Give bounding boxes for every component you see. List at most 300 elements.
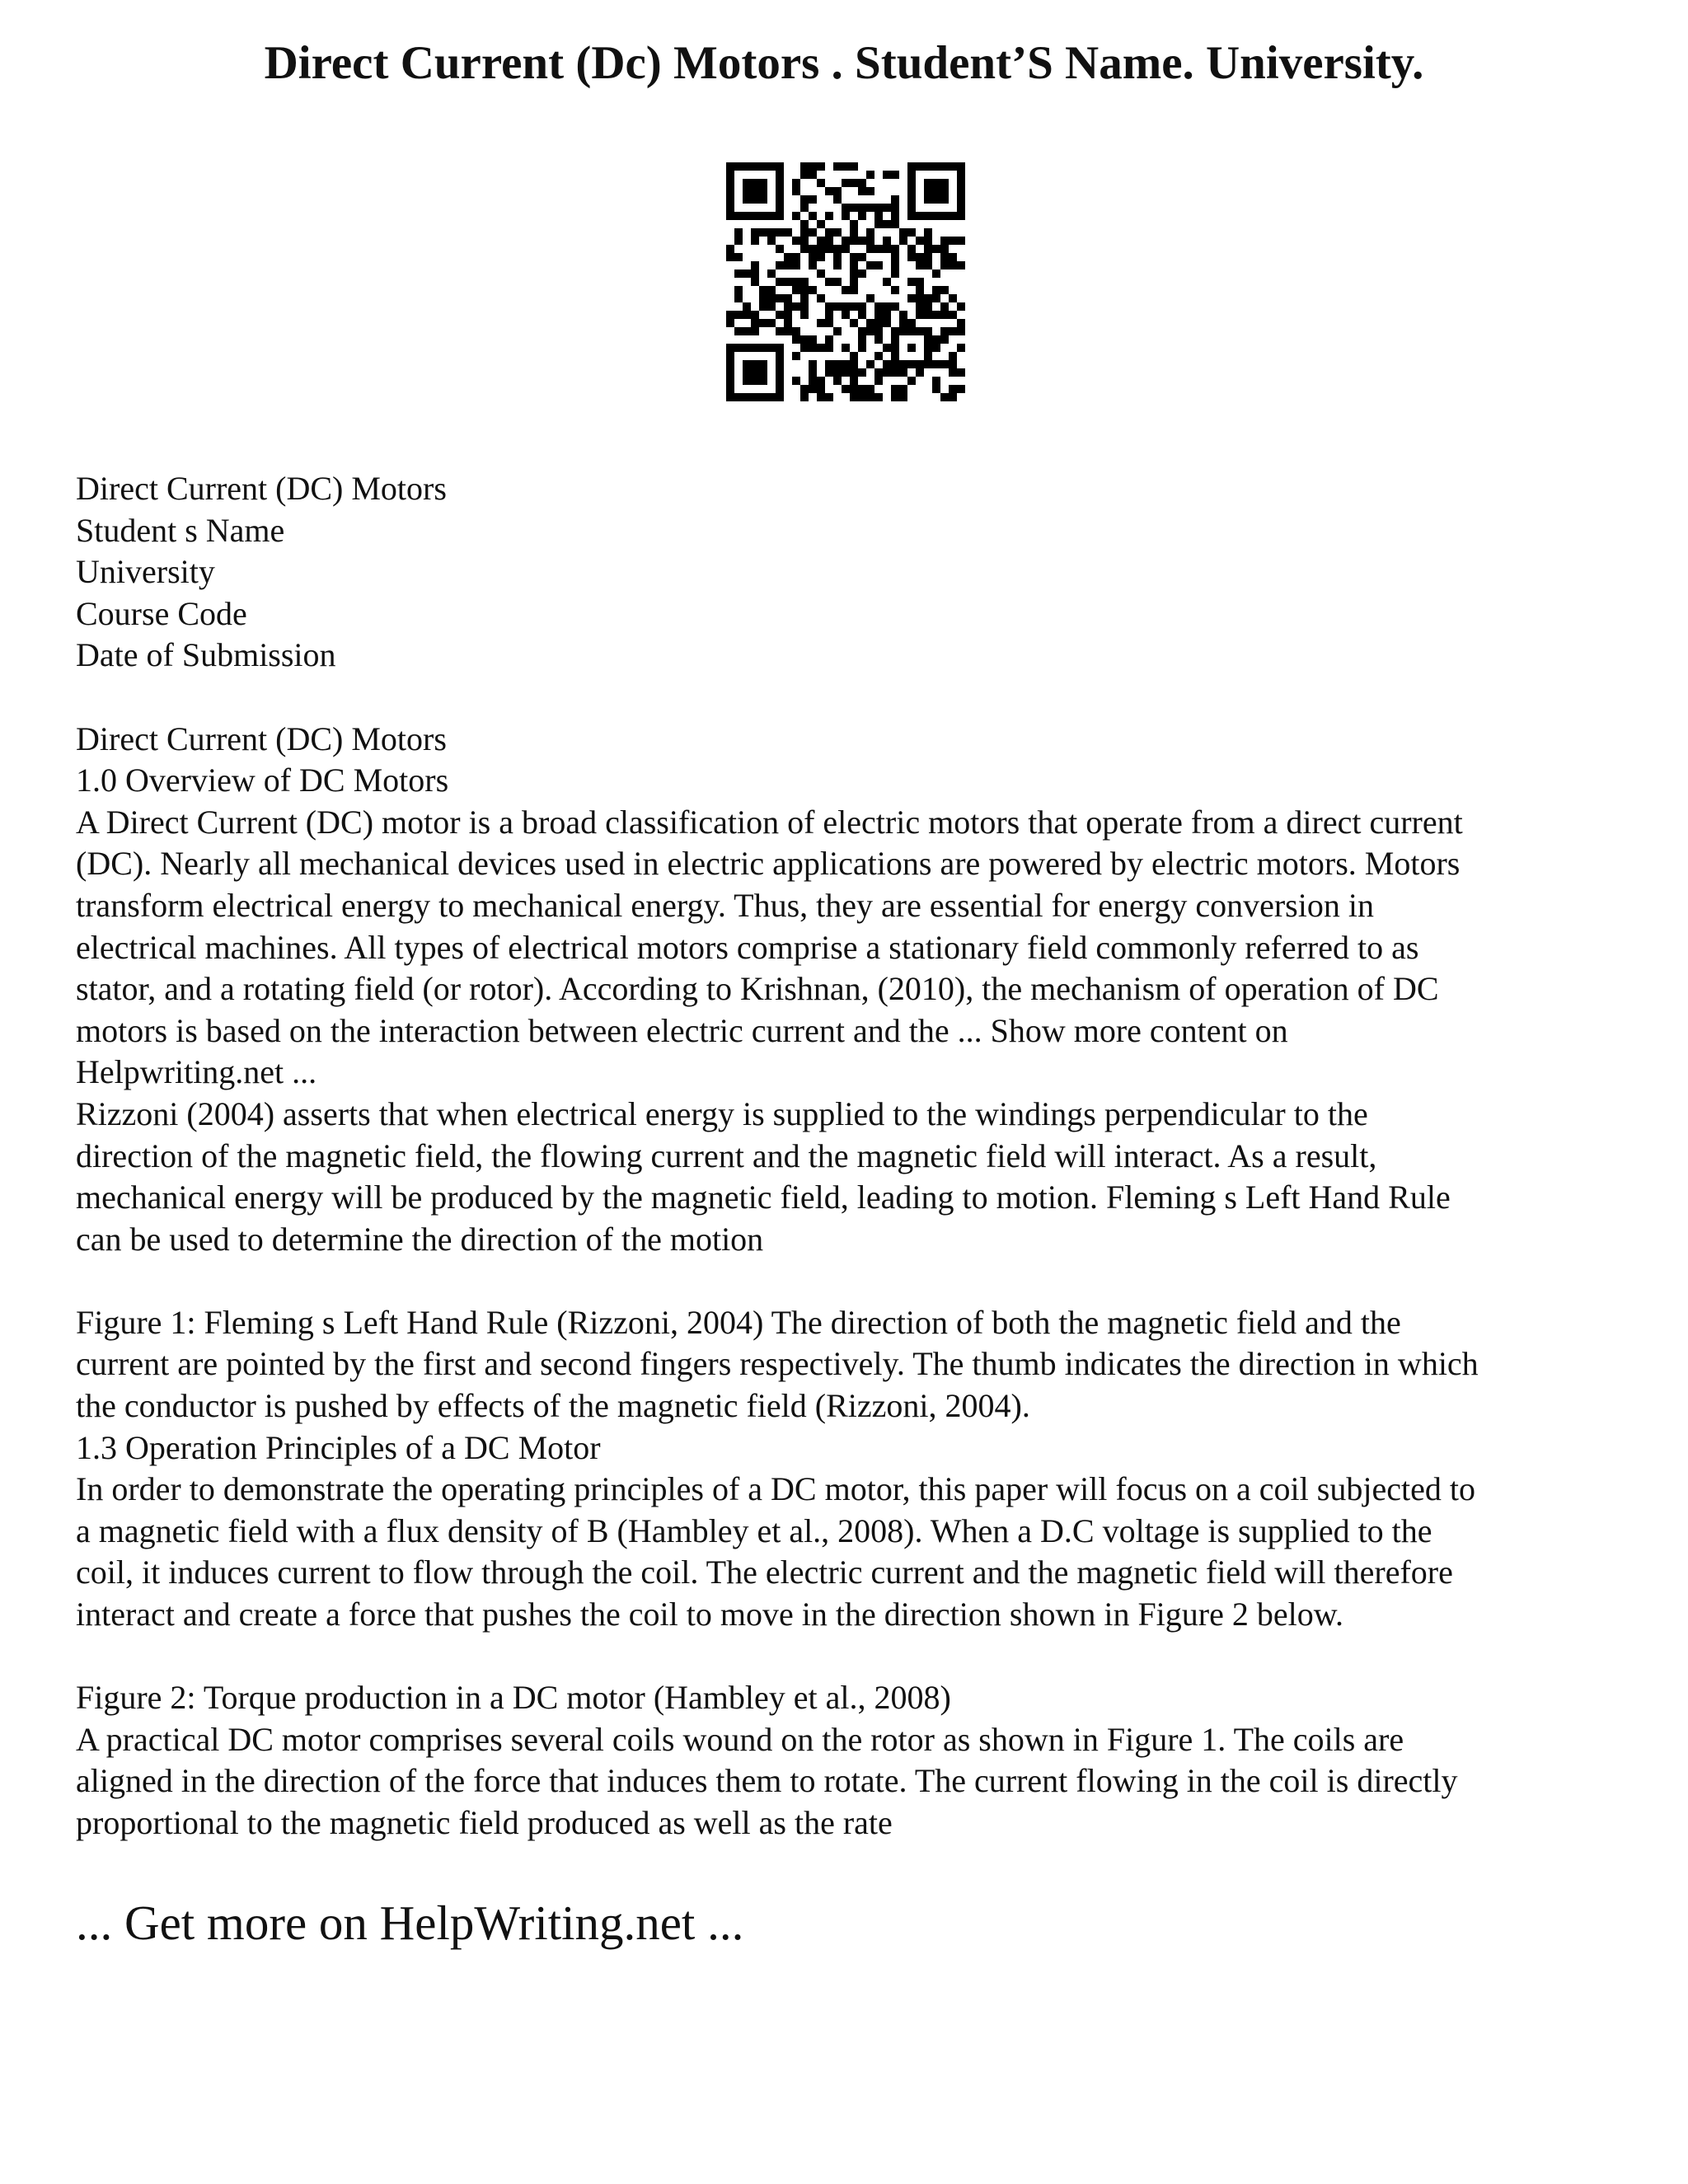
qr-module [883,311,891,319]
qr-module [957,261,965,269]
overview-heading: 1.0 Overview of DC Motors [76,762,449,799]
rizzoni-line: mechanical energy will be produced by the magnetic field, leading to motion. Fleming s Left Hand Rule [76,1179,1451,1216]
qr-module [932,294,940,302]
qr-module [792,212,800,220]
qr-module [858,344,866,352]
qr-module [809,261,817,269]
figure1-caption-line: Figure 1: Fleming s Left Hand Rule (Rizzoni, 2004) The direction of both the magnetic field and the [76,1303,1401,1341]
qr-module [891,212,899,220]
qr-module [949,294,957,302]
qr-module [858,302,866,311]
qr-module [767,294,776,302]
qr-module [817,344,825,352]
qr-module [891,302,899,311]
paragraph-gap [76,677,1625,719]
qr-module [809,162,817,171]
header-university-line: University [76,553,215,591]
qr-module [957,237,965,245]
qr-module [792,377,800,385]
qr-module [800,195,809,204]
qr-module [825,360,833,368]
qr-module [874,204,883,212]
qr-module [883,204,891,212]
qr-module [825,278,833,286]
qr-module [759,286,767,294]
qr-module [940,245,949,253]
qr-module [800,335,809,344]
qr-module [907,377,916,385]
qr-module [800,393,809,401]
practical-line: proportional to the magnetic field produced as well as the rate [76,1804,893,1841]
qr-module [874,319,883,327]
qr-module [833,302,842,311]
qr-module [874,245,883,253]
qr-module [891,286,899,294]
qr-module [940,253,949,261]
qr-module [940,302,949,311]
qr-module [800,278,809,286]
qr-module [883,302,891,311]
qr-module [833,327,842,335]
qr-module [776,278,784,286]
qr-module [767,269,776,278]
qr-module [809,171,817,179]
qr-module [940,335,949,344]
qr-module [825,237,833,245]
qr-module [817,220,825,228]
qr-module [866,319,874,327]
qr-module [924,294,932,302]
qr-module [924,261,932,269]
qr-module [825,245,833,253]
qr-module [850,302,858,311]
qr-module [784,294,792,302]
qr-module [759,228,767,237]
figure2-caption: Figure 2: Torque production in a DC motor (Hambley et al., 2008) [76,1679,951,1717]
qr-module [800,245,809,253]
qr-module [833,253,842,261]
qr-module [899,237,907,245]
qr-module [850,278,858,286]
qr-module [825,344,833,352]
qr-module [899,228,907,237]
qr-module [792,261,800,269]
practical-line: aligned in the direction of the force that induces them to rotate. The current flowing in the coil is directly [76,1762,1458,1800]
qr-module [907,319,916,327]
qr-module [949,237,957,245]
qr-module [751,269,759,278]
qr-module [940,311,949,319]
qr-module [817,237,825,245]
qr-module [940,360,949,368]
qr-module [825,302,833,311]
qr-module [916,294,924,302]
qr-module [874,212,883,220]
qr-module [800,220,809,228]
qr-module [858,393,866,401]
qr-module [858,311,866,319]
qr-module [874,352,883,360]
qr-module [734,286,743,294]
qr-module [924,245,932,253]
qr-module [866,393,874,401]
header-date-line: Date of Submission [76,636,336,674]
qr-module [751,278,759,286]
qr-module [800,171,809,179]
qr-module [809,228,817,237]
qr-module [866,360,874,368]
qr-module [767,228,776,237]
qr-module [874,261,883,269]
qr-module [883,368,891,377]
qr-module [792,327,800,335]
qr-module [874,220,883,228]
qr-module [858,327,866,335]
qr-module [932,269,940,278]
qr-module [792,335,800,344]
qr-module [891,171,899,179]
qr-module [932,385,940,393]
qr-module [833,195,842,204]
qr-module [850,237,858,245]
overview-line: (DC). Nearly all mechanical devices used in electric applications are powered by electric motors. Motors [76,845,1461,883]
qr-module [809,245,817,253]
qr-module [842,286,850,294]
qr-module [743,311,751,319]
qr-module [850,286,858,294]
qr-module [940,237,949,245]
qr-module [949,253,957,261]
qr-module [932,335,940,344]
qr-module [866,294,874,302]
qr-module [784,319,792,327]
qr-module [792,352,800,360]
qr-module [734,294,743,302]
qr-module [751,237,759,245]
qr-module [907,245,916,253]
qr-module [842,204,850,212]
qr-module [874,368,883,377]
qr-code [726,162,965,401]
operation-line: a magnetic field with a flux density of B (Hambley et al., 2008). When a D.C voltage is supplied to the [76,1511,1432,1549]
qr-module [858,179,866,187]
qr-module [800,162,809,171]
qr-module [817,245,825,253]
qr-module [743,327,751,335]
qr-module [784,228,792,237]
qr-module [957,319,965,327]
qr-module [759,294,767,302]
qr-module [932,311,940,319]
figure1-caption-line: the conductor is pushed by effects of the magnetic field (Rizzoni, 2004). [76,1387,1030,1425]
rizzoni-line: direction of the magnetic field, the flowing current and the magnetic field will interact. As a result, [76,1137,1377,1174]
qr-module [792,302,800,311]
qr-module [858,335,866,344]
qr-module [891,220,899,228]
qr-module [858,368,866,377]
qr-module [932,360,940,368]
qr-module [850,204,858,212]
qr-module [850,385,858,393]
qr-module [924,311,932,319]
qr-module [792,278,800,286]
qr-module [792,237,800,245]
qr-module [883,237,891,245]
qr-module [957,385,965,393]
qr-module [743,269,751,278]
qr-module [907,278,916,286]
qr-module [874,335,883,344]
figure1-caption-line: current are pointed by the first and second fingers respectively. The thumb indicates the direction in which [76,1345,1479,1383]
qr-module [891,204,899,212]
qr-module [817,319,825,327]
qr-module [825,212,833,220]
qr-module [759,319,767,327]
qr-module [850,352,858,360]
qr-module [800,237,809,245]
qr-module [850,220,858,228]
qr-module [916,302,924,311]
qr-module [792,179,800,187]
qr-module [850,261,858,269]
qr-module [932,286,940,294]
qr-module [891,245,899,253]
practical-line: A practical DC motor comprises several coils wound on the rotor as shown in Figure 1. The coils are [76,1720,1404,1758]
qr-module [940,286,949,294]
qr-module [891,385,899,393]
qr-module [949,261,957,269]
qr-module [916,311,924,319]
overview-line: Helpwriting.net ... [76,1053,317,1091]
document-title: Direct Current (Dc) Motors . Student’S Name. University. [264,37,1424,89]
qr-module [842,302,850,311]
qr-module [726,311,734,319]
qr-module [792,187,800,195]
qr-module [776,261,784,269]
qr-module [850,368,858,377]
qr-module [776,228,784,237]
qr-module [833,368,842,377]
qr-module [809,195,817,204]
qr-module [784,261,792,269]
rizzoni-line: can be used to determine the direction of the motion [76,1220,764,1258]
qr-module [817,269,825,278]
qr-module [949,360,957,368]
qr-module [784,278,792,286]
paragraph-gap [76,1260,1625,1302]
qr-module [833,187,842,195]
qr-module [751,319,759,327]
qr-module [916,253,924,261]
qr-module [842,212,850,220]
qr-module [825,187,833,195]
qr-module [940,327,949,335]
qr-module [916,368,924,377]
qr-module [866,228,874,237]
qr-module [833,377,842,385]
qr-module [858,212,866,220]
qr-module [842,237,850,245]
qr-module [734,253,743,261]
qr-module [949,311,957,319]
qr-module [809,253,817,261]
qr-module [800,228,809,237]
qr-module [883,319,891,327]
qr-module [850,253,858,261]
qr-module [957,368,965,377]
qr-module [874,393,883,401]
qr-module [957,327,965,335]
qr-module [842,385,850,393]
qr-module [957,344,965,352]
qr-module [891,368,899,377]
qr-module [924,228,932,237]
qr-module [734,228,743,237]
operation-line: In order to demonstrate the operating principles of a DC motor, this paper will focus on a coil subjected to [76,1470,1475,1508]
qr-module [916,237,924,245]
header-title-line: Direct Current (DC) Motors [76,470,447,507]
rizzoni-line: Rizzoni (2004) asserts that when electrical energy is supplied to the windings perpendicular to the [76,1094,1368,1132]
get-more-link[interactable]: ... Get more on HelpWriting.net ... [76,1896,744,1950]
qr-module [784,311,792,319]
qr-module [751,261,759,269]
qr-module [907,228,916,237]
qr-module [883,171,891,179]
qr-module [817,294,825,302]
operation-line: interact and create a force that pushes the coil to move in the direction shown in Figure 2 below. [76,1596,1344,1633]
qr-module [899,368,907,377]
qr-module [809,368,817,377]
qr-module [858,253,866,261]
qr-module [940,261,949,269]
qr-module [916,286,924,294]
qr-module [825,393,833,401]
qr-module [949,327,957,335]
qr-module [817,162,825,171]
qr-module [767,237,776,245]
qr-module [842,245,850,253]
qr-module [784,253,792,261]
qr-module [817,253,825,261]
overview-line: stator, and a rotating field (or rotor). According to Krishnan, (2010), the mechanism of operation of DC [76,970,1439,1008]
qr-module [866,171,874,179]
qr-module [751,311,759,319]
operation-heading: 1.3 Operation Principles of a DC Motor [76,1428,601,1466]
qr-module [866,327,874,335]
qr-module [850,319,858,327]
qr-module [800,204,809,212]
qr-module [817,393,825,401]
qr-module [809,344,817,352]
qr-module [916,278,924,286]
qr-module [891,269,899,278]
qr-module [833,162,842,171]
qr-module [866,385,874,393]
qr-module [776,327,784,335]
qr-module [883,220,891,228]
qr-module [949,352,957,360]
qr-module [776,245,784,253]
qr-module [825,368,833,377]
qr-module [883,245,891,253]
qr-module [817,385,825,393]
qr-module [883,278,891,286]
qr-module [817,179,825,187]
qr-module [850,162,858,171]
qr-module [751,327,759,335]
header-student-line: Student s Name [76,511,285,549]
qr-module [792,286,800,294]
qr-module [809,286,817,294]
qr-module [883,360,891,368]
qr-module [874,377,883,385]
qr-module [891,253,899,261]
qr-module [883,344,891,352]
qr-module [842,344,850,352]
qr-module [833,360,842,368]
qr-module [842,179,850,187]
qr-module [932,377,940,385]
qr-module [850,393,858,401]
qr-module [850,360,858,368]
qr-module [932,344,940,352]
overview-line: A Direct Current (DC) motor is a broad classification of electric motors that operate from a direct current [76,803,1463,841]
qr-module [858,204,866,212]
qr-module [949,368,957,377]
qr-module [784,302,792,311]
qr-module [809,212,817,220]
qr-module [809,335,817,344]
header-course-line: Course Code [76,594,247,632]
qr-module [891,393,899,401]
overview-line: transform electrical energy to mechanical energy. Thus, they are essential for energy conversion in [76,886,1374,924]
qr-module [767,319,776,327]
qr-module [759,302,767,311]
qr-module [957,302,965,311]
qr-module [842,311,850,319]
qr-module [858,187,866,195]
qr-module [825,228,833,237]
qr-module [776,311,784,319]
qr-module [825,311,833,319]
qr-module [858,385,866,393]
qr-module [932,245,940,253]
document-body [76,468,1625,1844]
qr-module [734,237,743,245]
qr-module [850,377,858,385]
qr-module [809,385,817,393]
qr-module [874,311,883,319]
qr-module [850,269,858,278]
qr-module [907,253,916,261]
qr-module [842,162,850,171]
qr-module [767,286,776,294]
qr-module [784,327,792,335]
qr-module [899,311,907,319]
qr-module [800,286,809,294]
qr-module [924,237,932,245]
qr-module [767,302,776,311]
overview-line: motors is based on the interaction between electric current and the ... Show more content on [76,1011,1288,1049]
operation-line: coil, it induces current to flow through the coil. The electric current and the magnetic field will therefore [76,1554,1453,1591]
qr-module [809,360,817,368]
qr-module [874,302,883,311]
qr-module [891,261,899,269]
qr-module [833,245,842,253]
qr-module [800,294,809,302]
qr-module [916,261,924,269]
qr-module [866,237,874,245]
